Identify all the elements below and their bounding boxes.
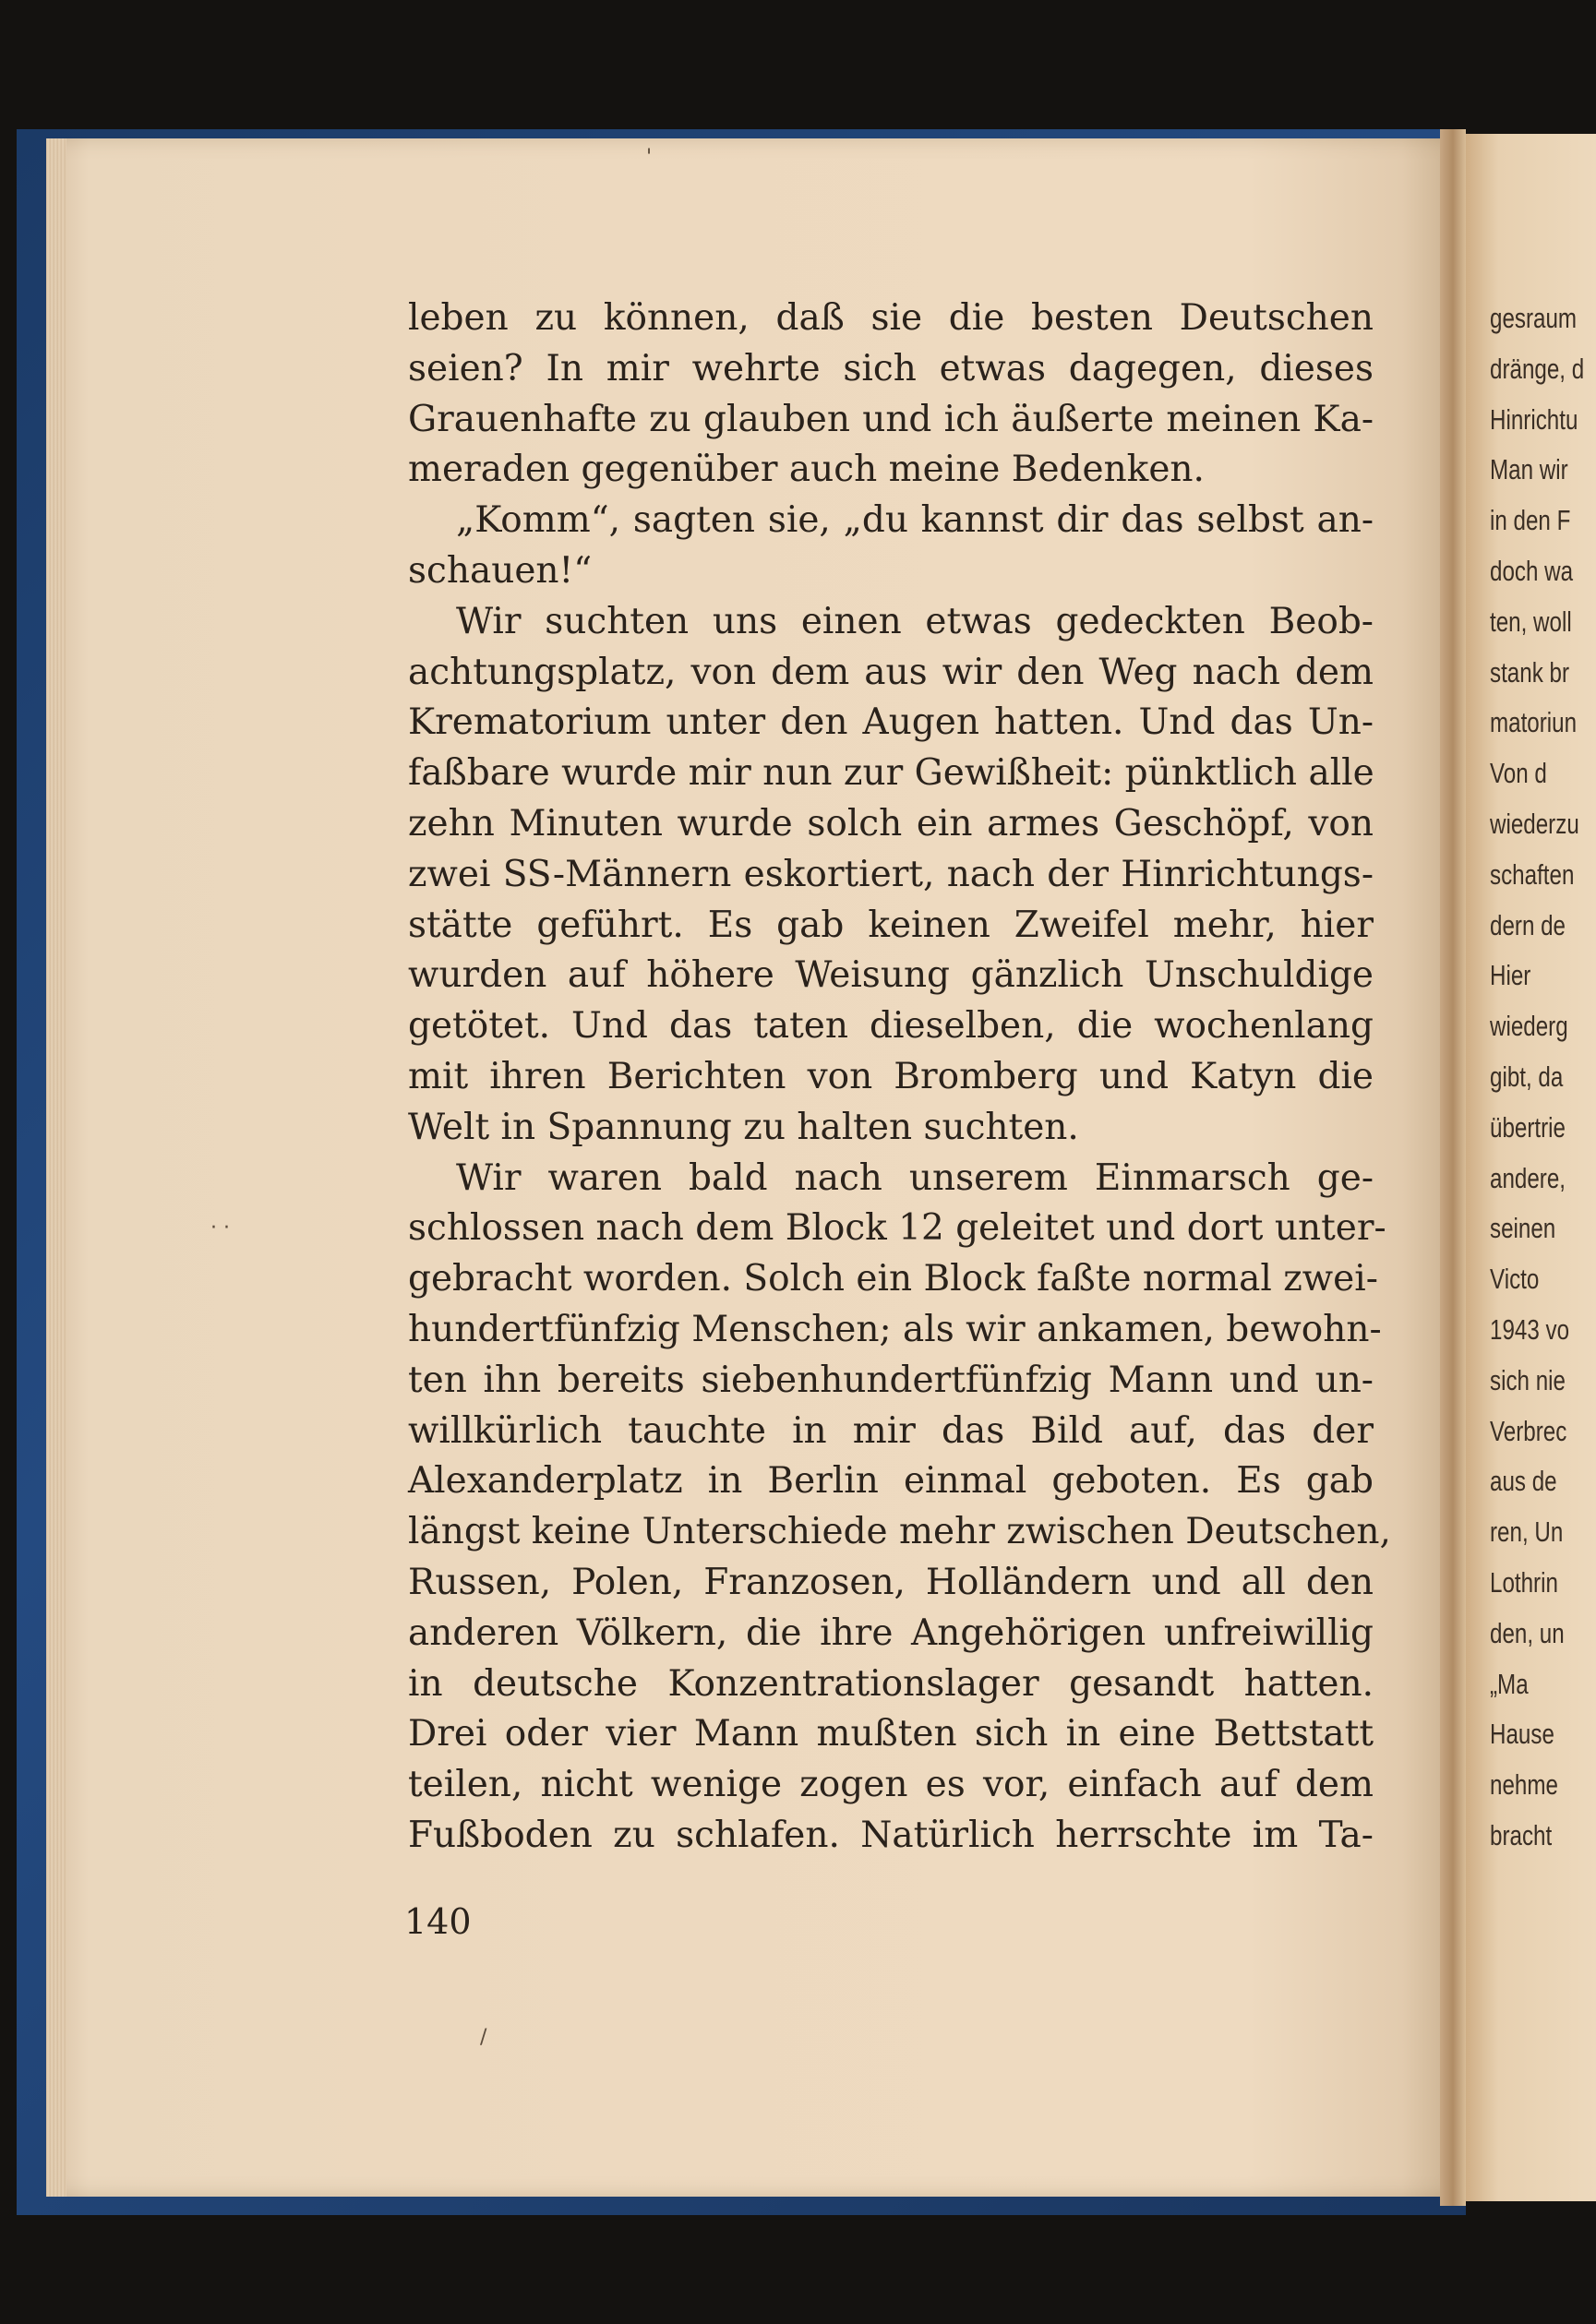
text-line: wurden auf höhere Weisung gänzlich Unschuldige (408, 954, 1374, 997)
facing-text-line: wiederg (1490, 1010, 1568, 1043)
facing-text-line: in den F (1490, 504, 1571, 537)
facing-text-line: sich nie (1490, 1363, 1566, 1396)
facing-text-line: Victo (1490, 1263, 1540, 1296)
text-line: mit ihren Berichten von Bromberg und Katyn die (408, 1055, 1374, 1097)
facing-text-line: stank br (1490, 655, 1570, 689)
text-line: meraden gegenüber auch meine Bedenken. (408, 449, 1205, 491)
facing-text-line: Hinrichtu (1490, 402, 1578, 436)
facing-text-line: seinen (1490, 1212, 1556, 1245)
text-line: seien? In mir wehrte sich etwas dagegen, dieses (408, 347, 1374, 389)
paper-speck: · · (210, 1216, 230, 1240)
facing-text-line: Verbrec (1490, 1414, 1567, 1447)
facing-text-line: ren, Un (1490, 1515, 1564, 1549)
text-line: faßbare wurde mir nun zur Gewißheit: pünktlich alle (408, 752, 1374, 795)
facing-text-line: übertrie (1490, 1110, 1566, 1144)
facing-text-line: Hause (1490, 1718, 1554, 1751)
facing-text-line: dränge, d (1490, 352, 1585, 385)
page-number: 140 (404, 1901, 472, 1942)
text-line: schlossen nach dem Block 12 geleitet und dort unter- (408, 1207, 1386, 1250)
text-line: Russen, Polen, Franzosen, Holländern und all den (408, 1561, 1374, 1603)
text-line: stätte geführt. Es gab keinen Zweifel mehr, hier (408, 904, 1374, 946)
facing-text-line: doch wa (1490, 554, 1574, 587)
paper-speck: / (480, 2026, 487, 2049)
facing-text-line: ten, woll (1490, 605, 1572, 638)
facing-page-text (1490, 293, 1585, 1862)
text-line: willkürlich tauchte in mir das Bild auf, das der (408, 1409, 1374, 1452)
facing-text-line: den, un (1490, 1616, 1565, 1649)
page-text (408, 293, 1391, 1862)
facing-text-line: schaften (1490, 857, 1575, 891)
text-line: Wir waren bald nach unserem Einmarsch ge- (456, 1156, 1374, 1199)
text-line: Grauenhafte zu glauben und ich äußerte meinen Ka- (408, 398, 1374, 440)
book-gutter (1440, 129, 1466, 2206)
facing-text-line: gibt, da (1490, 1060, 1564, 1093)
facing-text-line: „Ma (1490, 1667, 1529, 1700)
text-line: Welt in Spannung zu halten suchten. (408, 1106, 1079, 1148)
text-line: in deutsche Konzentrationslager gesandt hatten. (408, 1662, 1374, 1705)
facing-text-line: Von d (1490, 757, 1547, 790)
text-line: Alexanderplatz in Berlin einmal geboten. Es gab (408, 1460, 1374, 1503)
facing-text-line: Lothrin (1490, 1565, 1558, 1599)
text-line: zehn Minuten wurde solch ein armes Geschöpf, von (408, 802, 1374, 845)
text-line: anderen Völkern, die ihre Angehörigen unfreiwillig (408, 1611, 1374, 1654)
facing-text-line: aus de (1490, 1465, 1557, 1498)
page-edges (46, 138, 66, 2197)
facing-text-line: matoriun (1490, 706, 1578, 739)
text-line: gebracht worden. Solch ein Block faßte normal zwei- (408, 1258, 1378, 1300)
text-line: teilen, nicht wenige zogen es vor, einfach auf dem (408, 1764, 1374, 1806)
text-line: Wir suchten uns einen etwas gedeckten Beob- (456, 600, 1374, 642)
facing-text-line: andere, (1490, 1161, 1566, 1194)
text-line: ten ihn bereits siebenhundertfünfzig Mann und un- (408, 1359, 1374, 1401)
facing-text-line: nehme (1490, 1768, 1558, 1802)
text-line: zwei SS-Männern eskortiert, nach der Hinrichtungs- (408, 853, 1374, 895)
text-line: Krematorium unter den Augen hatten. Und das Un- (408, 701, 1374, 744)
text-line: „Komm“, sagten sie, „du kannst dir das selbst an- (456, 499, 1374, 542)
paper-speck: ' (646, 146, 653, 169)
text-line: leben zu können, daß sie die besten Deutschen (408, 297, 1374, 339)
facing-text-line: 1943 vo (1490, 1312, 1570, 1346)
text-line: achtungsplatz, von dem aus wir den Weg nach dem (408, 651, 1374, 693)
text-line: getötet. Und das taten dieselben, die wochenlang (408, 1005, 1374, 1048)
facing-text-line: wiederzu (1490, 807, 1579, 840)
facing-text-line: bracht (1490, 1818, 1553, 1851)
text-line: Drei oder vier Mann mußten sich in eine Bettstatt (408, 1713, 1374, 1755)
text-line: schauen!“ (408, 549, 593, 592)
facing-text-line: dern de (1490, 908, 1566, 941)
text-line: hundertfünfzig Menschen; als wir ankamen, bewohn- (408, 1308, 1382, 1350)
facing-text-line: Hier (1490, 959, 1531, 992)
text-line: Fußboden zu schlafen. Natürlich herrschte im Ta- (408, 1814, 1374, 1856)
facing-text-line: Man wir (1490, 453, 1568, 486)
text-line: längst keine Unterschiede mehr zwischen Deutschen, (408, 1511, 1391, 1553)
facing-text-line: gesraum (1490, 302, 1578, 334)
